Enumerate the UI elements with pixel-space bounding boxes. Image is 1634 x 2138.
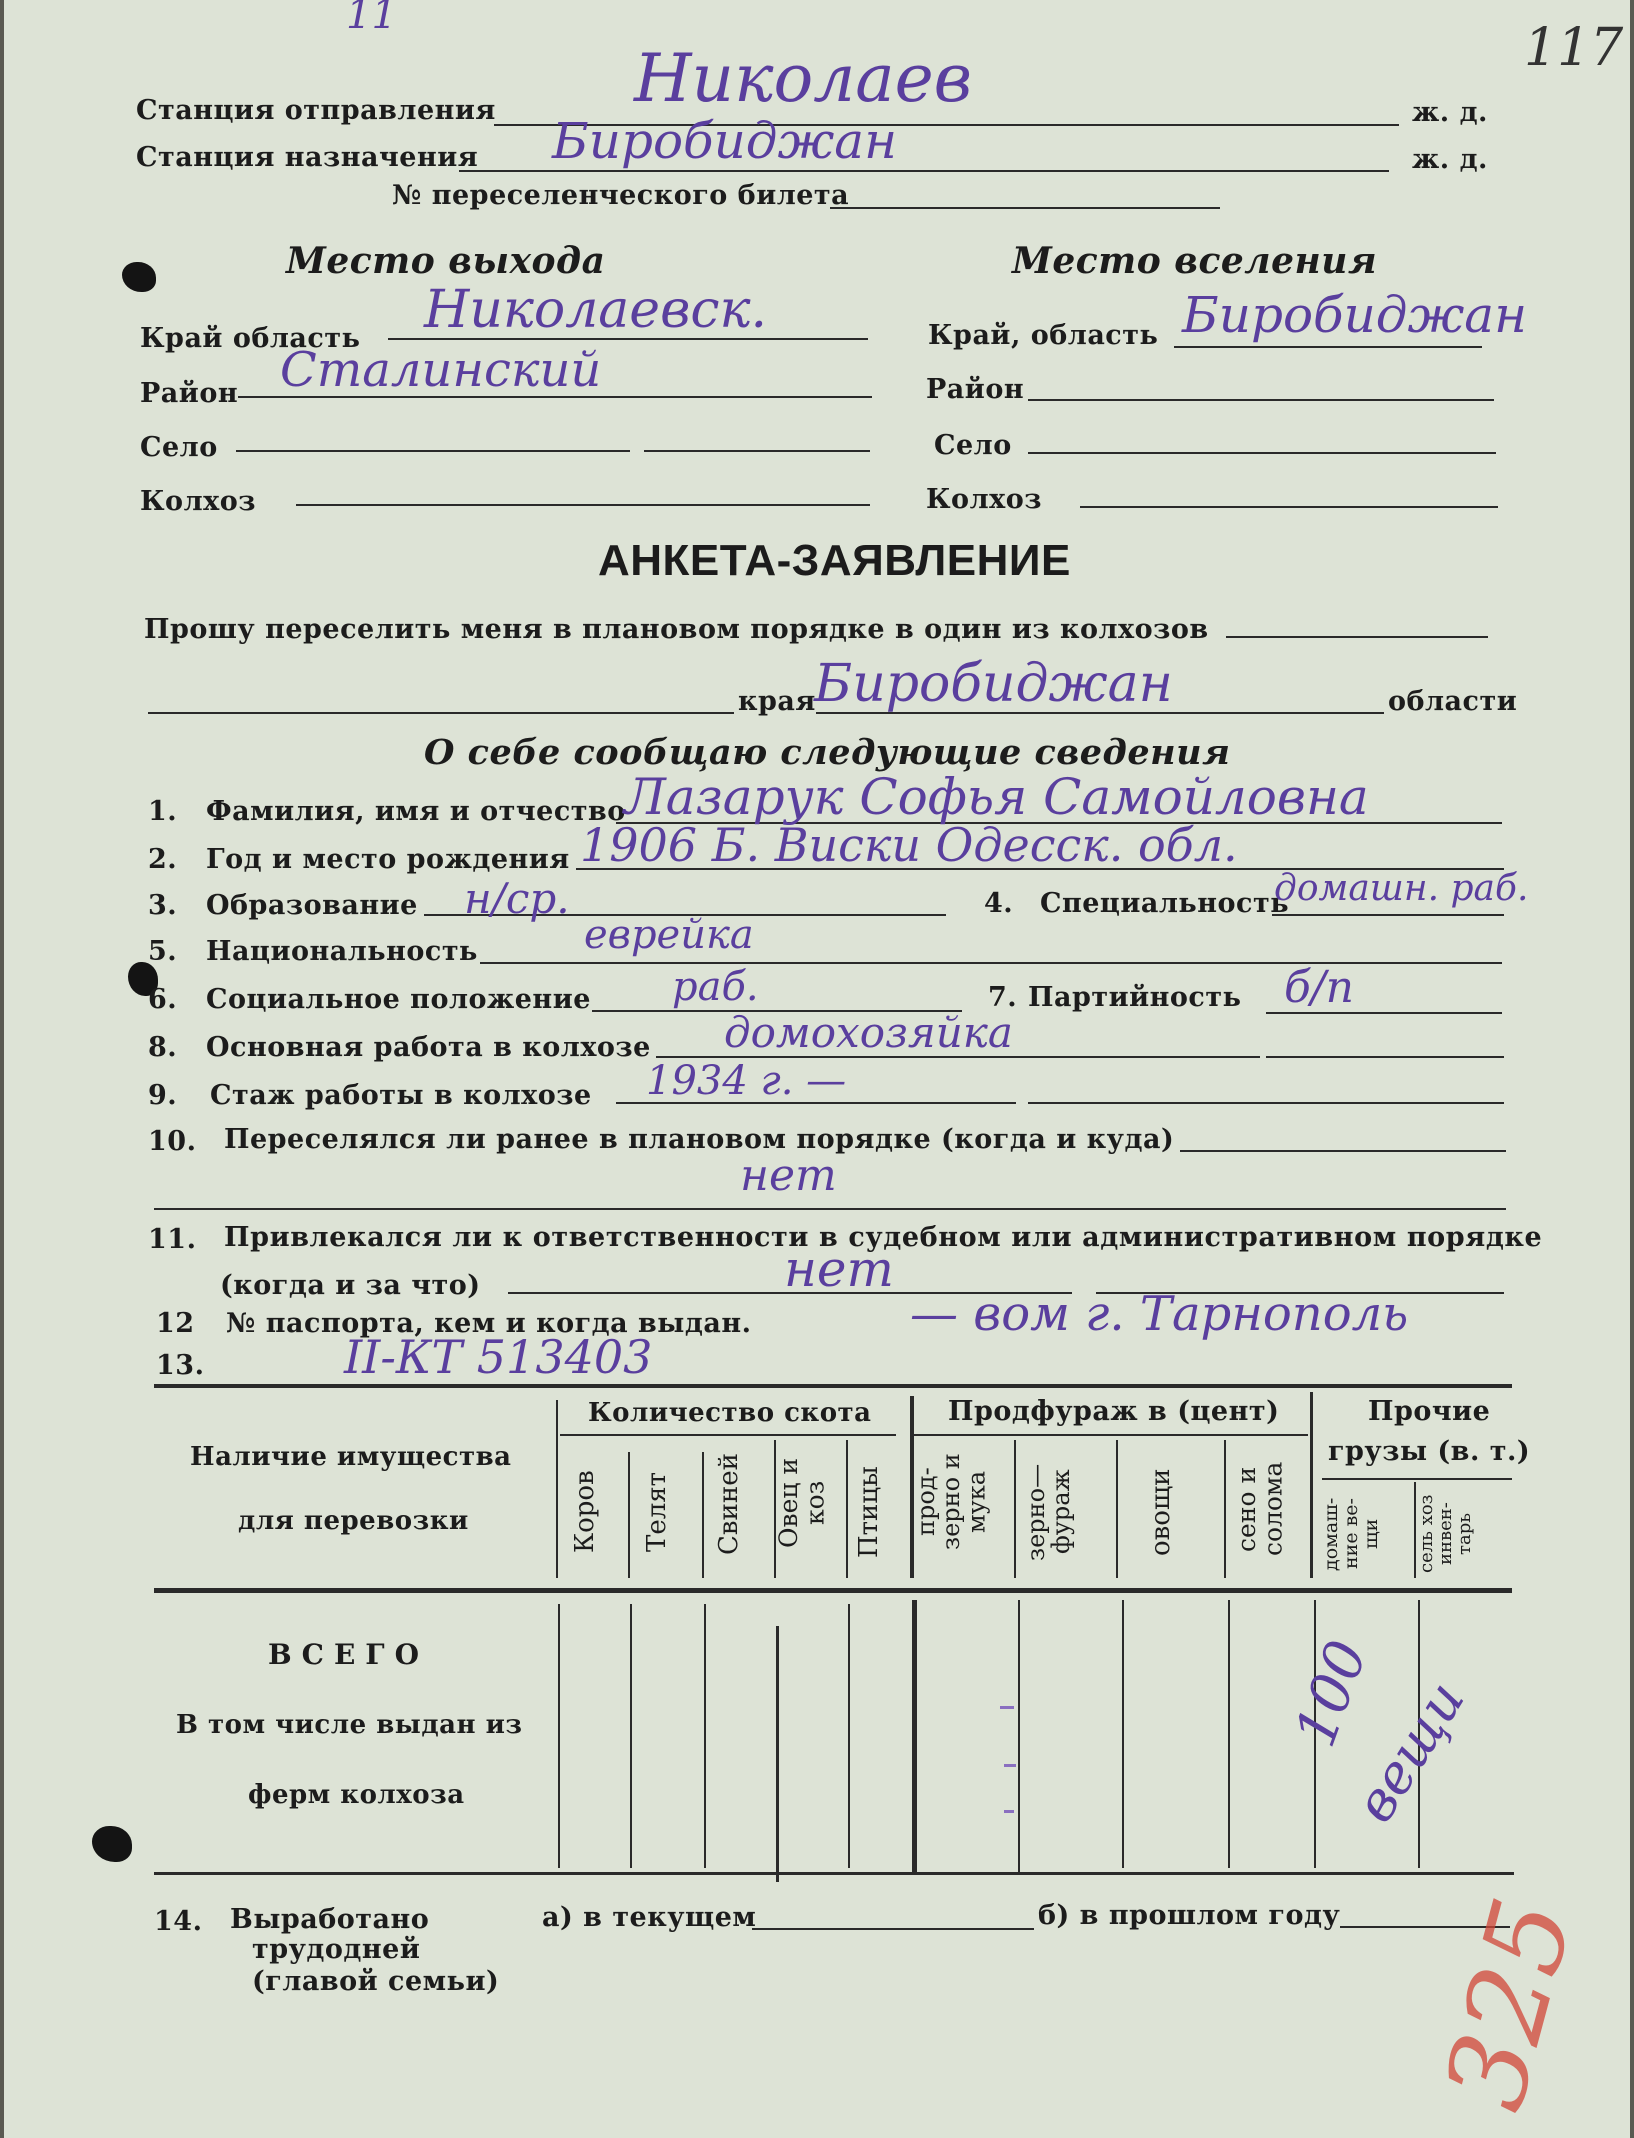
vline-1 <box>556 1400 558 1578</box>
body-vline-2 <box>630 1604 632 1868</box>
col-cows: Коров <box>570 1470 600 1554</box>
origin-kolkhoz-line <box>296 504 870 506</box>
f12-label: № паспорта, кем и когда выдан. <box>226 1308 752 1339</box>
col-pigs: Свиней <box>714 1453 744 1555</box>
f7-value: б/п <box>1284 962 1355 1013</box>
form-page <box>4 0 1630 2138</box>
f1-value: Лазарук Софья Самойловна <box>624 768 1369 826</box>
table-header-bottom <box>154 1588 1512 1593</box>
group-other-1: Прочие <box>1368 1396 1491 1427</box>
ticket-line <box>830 207 1220 209</box>
body-vline-4 <box>776 1626 779 1882</box>
request-oblast-label: области <box>1388 686 1518 717</box>
f4-value: домашн. раб. <box>1274 868 1529 909</box>
destination-district-label: Район <box>926 374 1025 405</box>
table-top-line <box>154 1384 1512 1388</box>
body-vline-1 <box>558 1604 560 1868</box>
table-bottom-line <box>154 1872 1514 1875</box>
origin-region-value: Николаевск. <box>424 280 768 340</box>
vline-3 <box>702 1452 704 1578</box>
f3-value: н/ср. <box>464 874 570 923</box>
other-underline <box>1322 1478 1512 1480</box>
total-label: ВСЕГО <box>268 1638 430 1671</box>
group-fodder: Продфураж в (цент) <box>948 1396 1280 1427</box>
destination-station-value: Биробиджан <box>552 112 898 170</box>
section-title: О себе сообщаю следующие сведения <box>424 732 1231 773</box>
col-grain: прод- зерно и мука <box>912 1453 991 1551</box>
request-line: Прошу переселить меня в плановом порядке в один из колхозов <box>144 614 1209 645</box>
table-row-header-1: Наличие имущества <box>190 1442 512 1472</box>
request-kolkhoz-line <box>1226 636 1488 638</box>
f11-value: нет <box>784 1240 894 1298</box>
f2-label: Год и место рождения <box>206 844 570 875</box>
destination-region-label: Край, область <box>928 320 1159 351</box>
f5-value: еврейка <box>584 912 754 958</box>
top-mark: 11 <box>346 0 397 38</box>
request-kray-label: края <box>738 686 816 717</box>
f9-value: 1934 г. — <box>646 1058 847 1104</box>
col-farm-tools: сель хоз инвен- тарь <box>1416 1494 1475 1574</box>
footer-label-1: Выработано <box>230 1904 430 1935</box>
f12-value: — вом г. Тарнополь <box>910 1286 1409 1342</box>
footer-current-label: а) в текущем <box>542 1902 757 1933</box>
vline-7 <box>1014 1440 1016 1578</box>
vline-5 <box>846 1440 848 1578</box>
corner-number: 117 <box>1524 18 1624 78</box>
f3-number: 3. <box>148 890 178 921</box>
f1-label: Фамилия, имя и отчество <box>206 796 626 827</box>
grain-dash-3 <box>1004 1810 1014 1813</box>
body-vline-7 <box>1018 1600 1020 1874</box>
departure-station-value: Николаев <box>634 40 973 117</box>
grain-dash-1 <box>1000 1706 1014 1709</box>
f8-line-b <box>1266 1056 1504 1058</box>
origin-district-value: Сталинский <box>280 342 602 398</box>
destination-kolkhoz-label: Колхоз <box>926 484 1042 515</box>
body-vline-5 <box>848 1604 850 1868</box>
red-pencil-number: 325 <box>1419 1886 1598 2122</box>
destination-district-line <box>1028 399 1494 401</box>
f4-label: Специальность <box>1040 888 1290 919</box>
f8-value: домохозяйка <box>724 1008 1013 1057</box>
f5-number: 5. <box>148 936 178 967</box>
issued-label-2: ферм колхоза <box>248 1780 465 1810</box>
col-fodder-grain: зерно— фураж <box>1022 1463 1076 1561</box>
destination-station-line <box>459 170 1389 172</box>
f8-number: 8. <box>148 1032 178 1063</box>
table-row-header-2: для перевозки <box>238 1506 469 1536</box>
f13-number: 13. <box>156 1350 205 1381</box>
destination-title: Место вселения <box>1012 240 1378 282</box>
col-sheep: Овец и коз <box>774 1457 830 1549</box>
f9-line-b <box>1028 1102 1504 1104</box>
destination-kolkhoz-line <box>1080 506 1498 508</box>
f10-line-b <box>154 1208 1506 1210</box>
footer-previous-label: б) в прошлом году <box>1038 1900 1341 1931</box>
f13-value: II-КТ 513403 <box>344 1330 653 1384</box>
vline-9 <box>1224 1440 1226 1578</box>
f4-number: 4. <box>984 888 1014 919</box>
col-hay: сено и солома <box>1232 1461 1288 1557</box>
f7-label: Партийность <box>1028 982 1242 1013</box>
body-vline-3 <box>704 1604 706 1868</box>
group-livestock: Количество скота <box>588 1398 872 1428</box>
origin-village-line-b <box>644 450 870 452</box>
issued-label-1: В том числе выдан из <box>176 1710 523 1740</box>
vline-2 <box>628 1452 630 1578</box>
f1-number: 1. <box>148 796 178 827</box>
vline-11 <box>1414 1482 1416 1578</box>
col-poultry: Птицы <box>854 1466 884 1558</box>
table-handwritten-unit: вещи <box>1342 1670 1477 1833</box>
punch-hole-1 <box>122 262 156 292</box>
destination-village-label: Село <box>934 430 1012 461</box>
punch-hole-3 <box>92 1826 132 1862</box>
f2-number: 2. <box>148 844 178 875</box>
f3-label: Образование <box>206 890 418 921</box>
f6-number: 6. <box>148 984 178 1015</box>
grain-dash-2 <box>1004 1764 1016 1767</box>
origin-village-line-a <box>236 450 630 452</box>
origin-title: Место выхода <box>286 240 606 282</box>
table-handwritten-value: 100 <box>1282 1632 1381 1755</box>
destination-region-line <box>1174 346 1482 348</box>
origin-kolkhoz-label: Колхоз <box>140 486 256 517</box>
vline-6 <box>910 1396 914 1578</box>
f6-value: раб. <box>672 964 759 1010</box>
vline-4 <box>774 1440 776 1578</box>
vline-10 <box>1310 1392 1313 1578</box>
col-calves: Телят <box>642 1471 672 1553</box>
col-vegetables: овощи <box>1146 1468 1176 1556</box>
ticket-label: № переселенческого билета <box>392 180 850 211</box>
f5-label: Национальность <box>206 936 478 967</box>
origin-district-label: Район <box>140 378 239 409</box>
destination-station-label: Станция назначения <box>136 142 479 173</box>
footer-label-2: трудодней <box>252 1934 421 1965</box>
request-blank-line <box>148 712 734 714</box>
rail-suffix-1: ж. д. <box>1412 97 1488 128</box>
f10-value: нет <box>740 1150 837 1201</box>
f12-number: 12 <box>156 1308 195 1339</box>
f10-label: Переселялся ли ранее в плановом порядке (когда и куда) <box>224 1124 1175 1155</box>
footer-number: 14. <box>154 1906 203 1937</box>
body-vline-8 <box>1122 1600 1124 1868</box>
f2-value: 1906 Б. Виски Одесск. обл. <box>580 818 1238 872</box>
f7-number: 7. <box>988 982 1018 1013</box>
f11-label: Привлекался ли к ответственности в судебном или административном порядке <box>224 1222 1543 1253</box>
vline-8 <box>1116 1440 1118 1578</box>
f11-number: 11. <box>148 1224 197 1255</box>
f6-label: Социальное положение <box>206 984 591 1015</box>
body-vline-6 <box>912 1600 917 1874</box>
f10-number: 10. <box>148 1126 197 1157</box>
form-title: АНКЕТА-ЗАЯВЛЕНИЕ <box>598 536 1071 585</box>
col-household: домаш- ние ве- щи <box>1320 1497 1382 1571</box>
footer-current-line <box>752 1928 1034 1930</box>
f9-number: 9. <box>148 1080 178 1111</box>
origin-region-label: Край область <box>140 323 361 354</box>
body-vline-9 <box>1228 1600 1230 1868</box>
departure-station-label: Станция отправления <box>136 95 496 126</box>
f10-line-a <box>1180 1150 1506 1152</box>
origin-village-label: Село <box>140 432 218 463</box>
group-other-2: грузы (в. т.) <box>1328 1436 1531 1467</box>
f4-line <box>1272 914 1504 916</box>
request-kray-value: Биробиджан <box>814 654 1173 714</box>
rail-suffix-2: ж. д. <box>1412 144 1488 175</box>
f11-label-2: (когда и за что) <box>220 1270 481 1301</box>
f8-label: Основная работа в колхозе <box>206 1032 651 1063</box>
f9-label: Стаж работы в колхозе <box>210 1080 592 1111</box>
footer-label-3: (главой семьи) <box>252 1966 500 1997</box>
destination-region-value: Биробиджан <box>1182 286 1528 344</box>
destination-village-line <box>1028 452 1496 454</box>
